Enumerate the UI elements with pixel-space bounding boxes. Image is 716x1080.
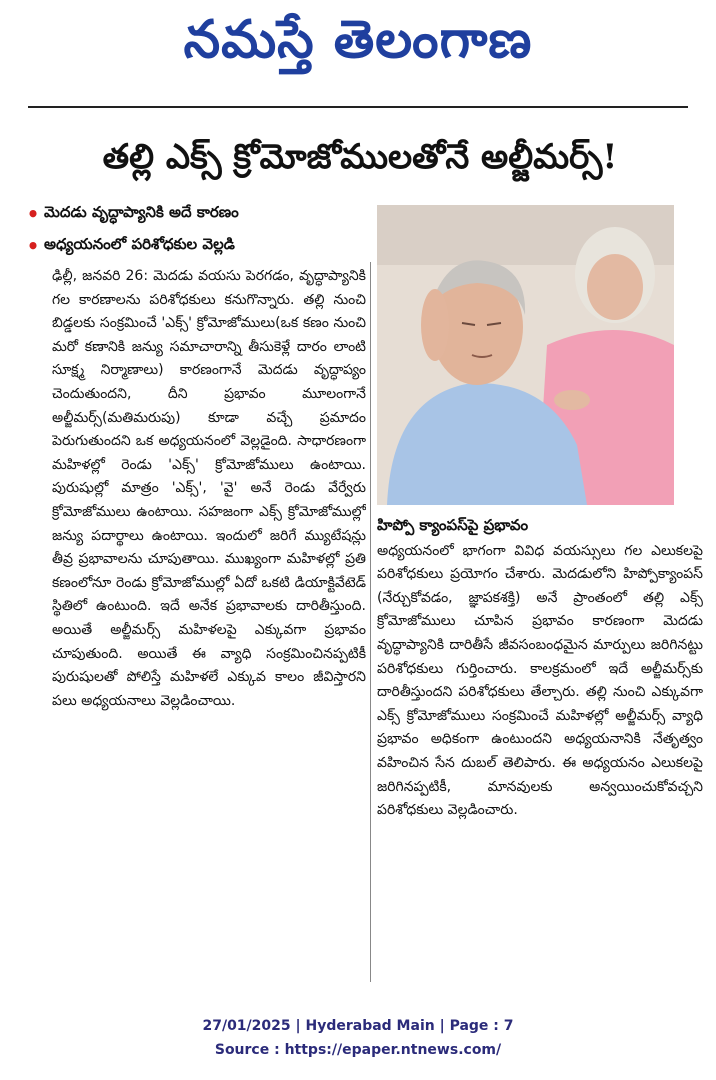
bullet-icon: • xyxy=(26,202,40,226)
article-headline: తల్లి ఎక్స్ క్రోమోజోములతోనే అల్జీమర్స్! xyxy=(102,137,618,177)
footer-edition: 27/01/2025 | Hyderabad Main | Page : 7 xyxy=(202,1018,514,1034)
body-right-text: అధ్యయనంలో భాగంగా వివిధ వయస్సులు గల ఎలుకలపై పరిశోధకులు ప్రయోగం చేశారు. మెదడులోని హిప్పోక్యాంపస్ (నేర్చుకోవడం, జ్ఞాపకశక్తి) అనే ప్రాంతంలో తల్లి ఎక్స్ క్రోమోజోములు చూపిన ప్రభావం కారణంగా మెదడు వృద్ధాప్యానికి దారితీసే జీవసంబంధమైన మార్పులు జరిగినట్టు పరిశోధకులు గుర్తించారు. కాలక్రమంలో ఇదే అల్జీమర్స్‌కు దారితీస్తుందని పరిశోధకులు తేల్చారు. తల్లి నుంచి ఎక్కువగా ఎక్స్ క్రోమోజోములు సంక్రమించే మహిళల్లో అల్జీమర్స్ వ్యాధి ప్రభావం అధికంగా ఉంటుందని అధ్యయనానికి నేతృత్వం వహించిన సేన దుబల్ తెలిపారు. ఈ అధ్యయనం ఎలుకలపై జరిగినప్పటికీ, మానవులకు అన్వయించుకోవచ్చని పరిశోధకులు వెల్లడించారు. xyxy=(377,542,703,819)
top-rule xyxy=(28,106,688,108)
bullet-item xyxy=(22,198,382,230)
article-body-right xyxy=(377,514,703,954)
section-subhead: హిప్పో క్యాంపస్‌పై ప్రభావం xyxy=(377,516,529,534)
masthead xyxy=(0,0,716,92)
masthead-title: నమస్తే తెలంగాణ xyxy=(183,9,533,70)
article-body-left: ఢిల్లీ, జనవరి 26: మెదడు వయసు పెరగడం, వృద్ధాప్యానికి గల కారణాలను పరిశోధకులు కనుగొన్నారు. తల్లి నుంచి బిడ్డలకు సంక్రమించే 'ఎక్స్' క్రోమోజోములు(ఒక కణం నుంచి మరో కణానికి జన్యు సమాచారాన్ని తీసుకెళ్లే దారం లాంటి సూక్ష్మ నిర్మాణాలు) కారణంగానే మెదడు వృద్ధాప్యం చెందుతుందని, దీని ప్రభావం మూలంగానే అల్జీమర్స్(మతిమరుపు) కూడా వచ్చే ప్రమాదం పెరుగుతుందని ఒక అధ్యయనంలో వెల్లడైంది. సాధారణంగా మహిళల్లో రెండు 'ఎక్స్' క్రోమోజోములు ఉంటాయి. పురుషుల్లో మాత్రం 'ఎక్స్', 'వై' అనే రెండు వేర్వేరు క్రోమోజోములు ఉంటాయి. సహజంగా ఎక్స్ క్రోమోజోముల్లో జన్యు పదార్థాలు ఉంటాయి. ఇందులో జరిగే మ్యుటేషన్లు తీవ్ర ప్రభావాలను చూపుతాయి. ముఖ్యంగా మహిళల్లో ప్రతి కణంలోనూ రెండు క్రోమోజోముల్లో ఏదో ఒకటి డియాక్టివేటెడ్ స్థితిలో ఉంటుంది. ఇదే అనేక ప్రభావాలకు దారితీస్తుంది. అయితే అల్జీమర్స్ మహిళలపై ఎక్కువగా ప్రభావం చూపుతుంది. అయితే ఈ వ్యాధి సంక్రమించినప్పటికీ పురుషులతో పోలిస్తే మహిళలే ఎక్కువ కాలం జీవిస్తారని పలు అధ్యయనాలు వెల్లడించాయి. xyxy=(52,268,366,709)
bullet-text: అధ్యయనంలో పరిశోధకుల వెల్లడి xyxy=(44,235,235,253)
elderly-couple-photo xyxy=(377,205,674,505)
footer-source: Source : https://epaper.ntnews.com/ xyxy=(214,1042,502,1058)
bullet-item xyxy=(22,230,382,262)
article-photo xyxy=(377,205,674,505)
bullet-list xyxy=(22,198,382,262)
bullet-text: మెదడు వృద్ధాప్యానికి అదే కారణం xyxy=(44,203,239,221)
bullet-icon: • xyxy=(26,234,40,258)
column-divider xyxy=(370,262,371,982)
